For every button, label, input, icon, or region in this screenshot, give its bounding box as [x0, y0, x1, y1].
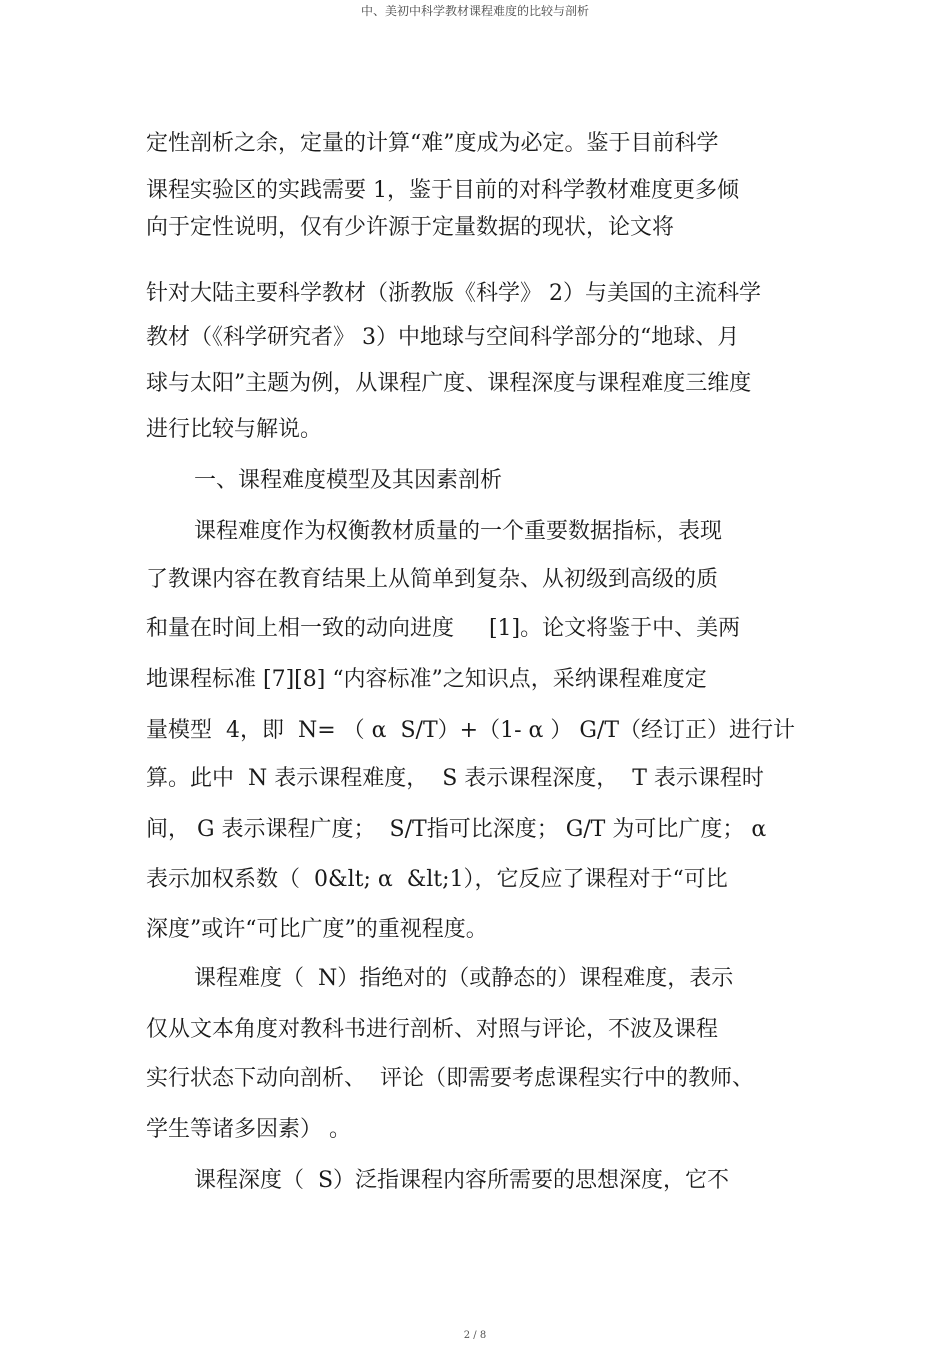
body-line: 课程实验区的实践需要 1，鉴于目前的对科学教材难度更多倾 — [146, 178, 739, 203]
body-line: 深度”或许“可比广度”的重视程度。 — [146, 917, 488, 942]
body-line: 表示加权系数（ 0&lt; α &lt;1），它反应了课程对于“可比 — [146, 867, 728, 892]
body-line: 仅从文本角度对教科书进行剖析、对照与评论，不波及课程 — [146, 1017, 719, 1042]
page-number: 2 / 8 — [463, 1330, 487, 1341]
body-line: 课程难度作为权衡教材质量的一个重要数据指标，表现 — [194, 519, 723, 544]
body-line: 学生等诸多因素） 。 — [146, 1117, 351, 1142]
body-line: 量模型 4，即 N= （ α S/T）+（1- α ） G/T（经订正）进行计 — [146, 718, 796, 743]
running-header: 中、美初中科学教材课程难度的比较与剖析 — [360, 4, 589, 18]
body-line: 算。此中 N 表示课程难度， S 表示课程深度， T 表示课程时 — [146, 766, 764, 791]
body-line: 课程难度（ N）指绝对的（或静态的）课程难度，表示 — [194, 966, 734, 991]
body-line: 球与太阳”主题为例，从课程广度、课程深度与课程难度三维度 — [146, 371, 752, 396]
body-line: 进行比较与解说。 — [146, 417, 323, 442]
body-line: 定性剖析之余，定量的计算“难”度成为必定。鉴于目前科学 — [146, 131, 719, 156]
section-heading: 一、课程难度模型及其因素剖析 — [194, 468, 503, 493]
body-line: 课程深度（ S）泛指课程内容所需要的思想深度，它不 — [194, 1168, 730, 1193]
body-line: 地课程标准 [7][8] “内容标准”之知识点，采纳课程难度定 — [146, 667, 707, 692]
body-line: 针对大陆主要科学教材（浙教版《科学》 2）与美国的主流科学 — [146, 281, 761, 306]
body-line: 实行状态下动向剖析、 评论（即需要考虑课程实行中的教师、 — [146, 1066, 754, 1091]
body-line: 了教课内容在教育结果上从简单到复杂、从初级到高级的质 — [146, 567, 719, 592]
body-line: 向于定性说明，仅有少许源于定量数据的现状，论文将 — [146, 215, 675, 240]
body-line: 和量在时间上相一致的动向进度 [1]。论文将鉴于中、美两 — [146, 616, 741, 641]
body-line: 间， G 表示课程广度； S/T指可比深度； G/T 为可比广度； α — [146, 817, 767, 842]
body-line: 教材（《科学研究者》 3）中地球与空间科学部分的“地球、月 — [146, 325, 740, 350]
